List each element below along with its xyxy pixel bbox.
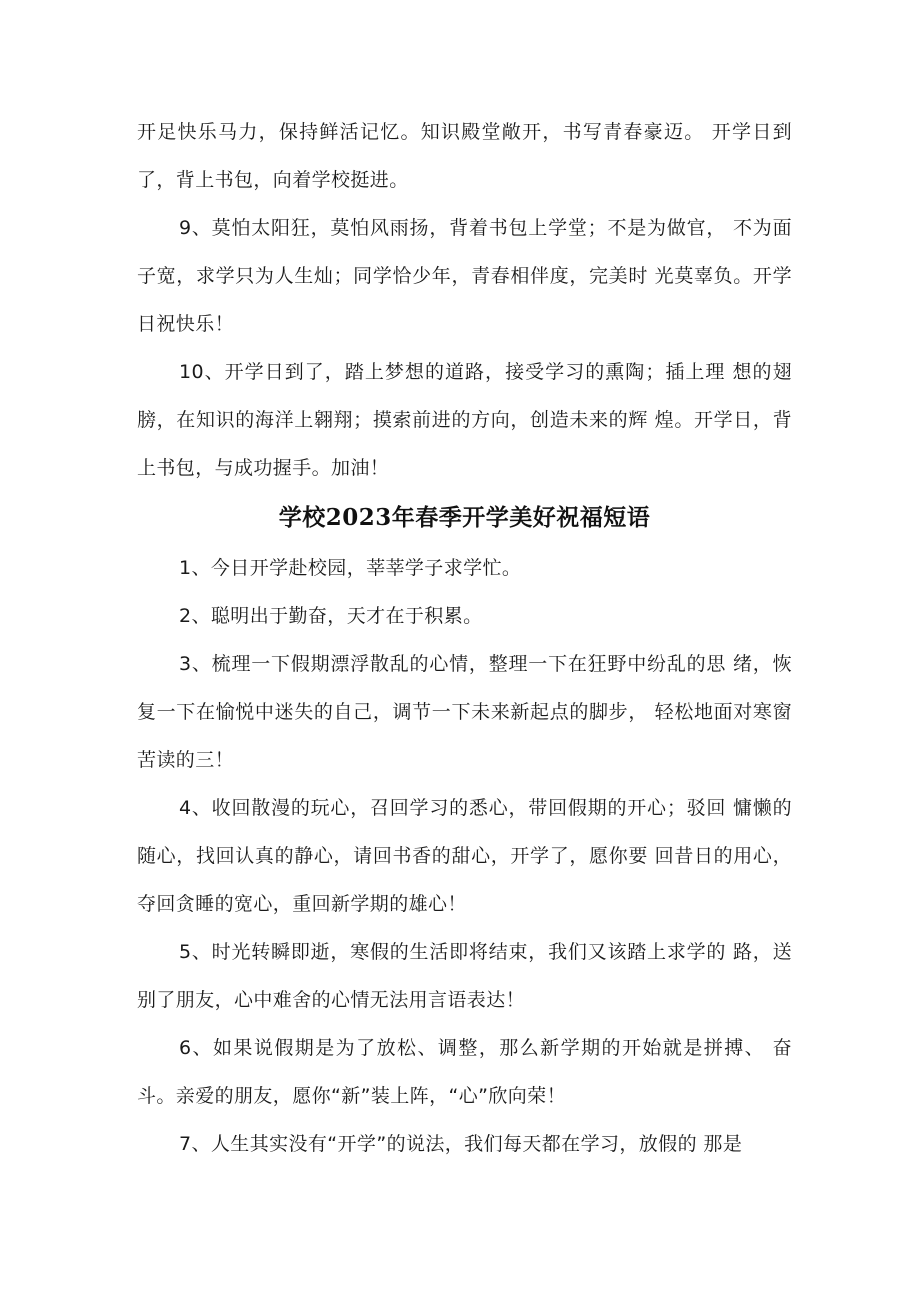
paragraph-item-7: 7、人生其实没有“开学”的说法，我们每天都在学习，放假的 那是 bbox=[179, 1133, 743, 1155]
section-title: 学校2023年春季开学美好祝福短语 bbox=[278, 504, 651, 531]
paragraph-item-4: 4、收回散漫的玩心，召回学习的悉心，带回假期的开心；驳回 慵懒的随心，找回认真的静心，请回书香的甜心，开学了，愿你要 回昔日的用心，夺回贪睡的宽心，重回新学期的雄心！ bbox=[137, 797, 792, 915]
paragraph-item-9: 9、莫怕太阳狂，莫怕风雨扬，背着书包上学堂；不是为做官， 不为面子宽，求学只为人生灿；同学恰少年，青春相伴度，完美时 光莫辜负。开学日祝快乐！ bbox=[137, 217, 792, 335]
paragraph-item-1: 1、今日开学赴校园，莘莘学子求学忙。 bbox=[179, 557, 522, 579]
paragraph-item-5: 5、时光转瞬即逝，寒假的生活即将结束，我们又该踏上求学的 路，送别了朋友，心中难舍的心情无法用言语表达！ bbox=[137, 941, 792, 1011]
document-body bbox=[137, 108, 792, 1168]
paragraph-item-10: 10、开学日到了，踏上梦想的道路，接受学习的熏陶；插上理 想的翅膀，在知识的海洋上翱翔；摸索前进的方向，创造未来的辉 煌。开学日，背上书包，与成功握手。加油！ bbox=[137, 361, 792, 479]
paragraph-continued: 开足快乐马力，保持鲜活记忆。知识殿堂敞开，书写青春豪迈。 开学日到了，背上书包，向着学校挺进。 bbox=[137, 121, 792, 191]
paragraph-item-3: 3、梳理一下假期漂浮散乱的心情，整理一下在狂野中纷乱的思 绪，恢复一下在愉悦中迷失的自己，调节一下未来新起点的脚步， 轻松地面对寒窗苦读的三！ bbox=[137, 653, 792, 771]
paragraph-item-2: 2、聪明出于勤奋，天才在于积累。 bbox=[179, 605, 483, 627]
paragraph-item-6: 6、如果说假期是为了放松、调整，那么新学期的开始就是拼搏、 奋斗。亲爱的朋友，愿你“新”装上阵，“心”欣向荣！ bbox=[137, 1037, 792, 1107]
